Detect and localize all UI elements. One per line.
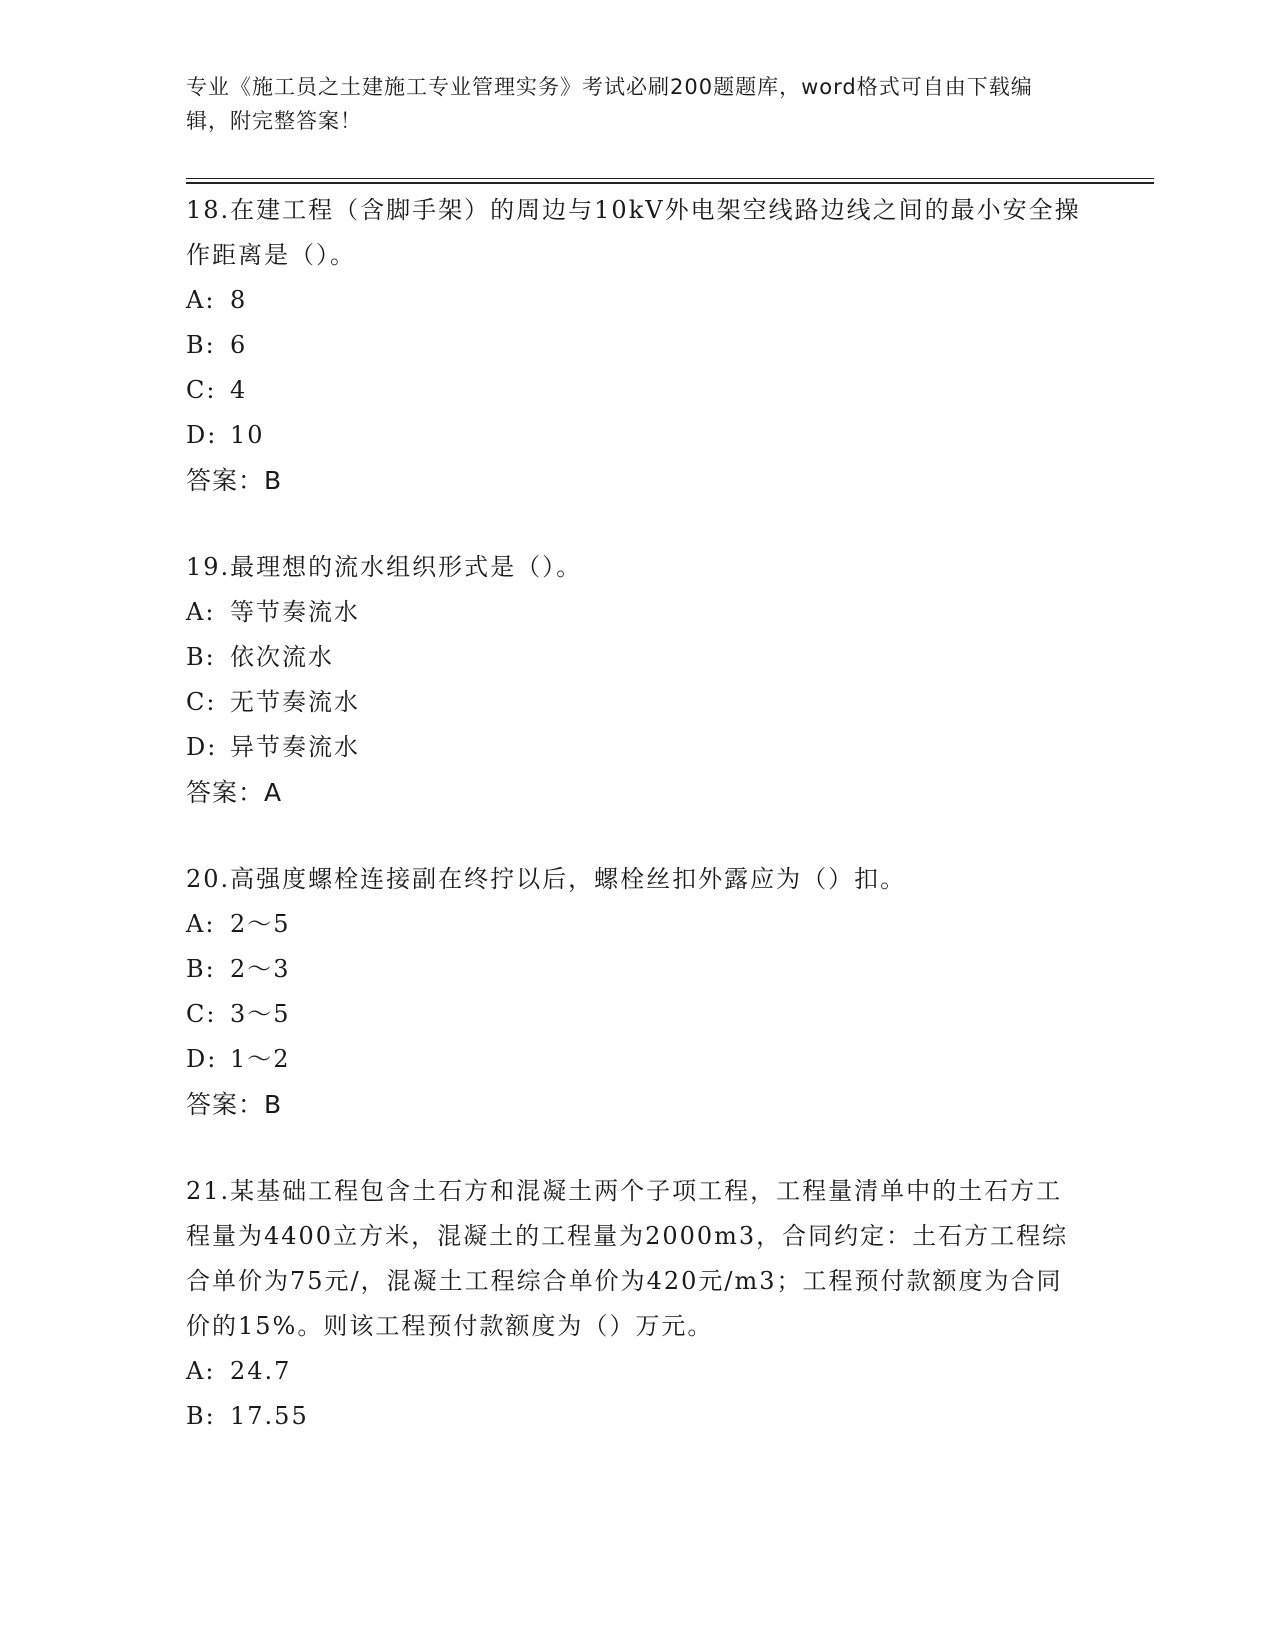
option-value: 2～3 [230,955,291,983]
option-b [186,947,1086,992]
option-d [186,413,1086,458]
question-20 [186,857,1086,1127]
option-key: B: [186,1402,216,1430]
option-c [186,680,1086,725]
option-value: 2～5 [230,910,291,938]
option-key: B: [186,643,216,671]
answer-label: 答案：A [186,778,283,807]
option-key: A: [186,1357,216,1385]
option-c [186,368,1086,413]
option-key: C: [186,1000,217,1028]
document-header: 专业《施工员之土建施工专业管理实务》考试必刷200题题库，word格式可自由下载编辑，附完整答案！ [186,75,1033,133]
option-d [186,1037,1086,1082]
option-value: 24.7 [230,1357,292,1385]
option-value: 无节奏流水 [230,688,360,716]
question-21 [186,1169,1086,1439]
question-18 [186,188,1086,503]
option-value: 17.55 [230,1402,309,1430]
option-key: A: [186,910,216,938]
option-a [186,902,1086,947]
option-key: A: [186,598,216,626]
option-b [186,323,1086,368]
option-key: B: [186,955,216,983]
answer-label: 答案：B [186,466,283,495]
option-d [186,725,1086,770]
header-divider-thick [186,182,1154,184]
option-value: 4 [230,376,248,404]
question-text: 19.最理想的流水组织形式是（）。 [186,553,583,581]
header-divider-thin [186,178,1154,179]
option-key: A: [186,286,216,314]
answer-label: 答案：B [186,1090,283,1119]
option-key: D: [186,1045,218,1073]
question-text: 21.某基础工程包含土石方和混凝土两个子项工程，工程量清单中的土石方工程量为4400立方米，混凝土的工程量为2000m3，合同约定：土石方工程综合单价为75元/，混凝土工程综合单价为420元/m3；工程预付款额度为合同价的15%。则该工程预付款额度为（）万元。 [186,1177,1069,1340]
option-key: B: [186,331,216,359]
option-c [186,992,1086,1037]
option-key: D: [186,733,218,761]
option-value: 10 [230,421,265,449]
option-value: 等节奏流水 [230,598,360,626]
option-key: D: [186,421,218,449]
option-key: C: [186,688,217,716]
option-value: 1～2 [230,1045,291,1073]
option-a [186,590,1086,635]
question-text: 18.在建工程（含脚手架）的周边与10kV外电架空线路边线之间的最小安全操作距离是（）。 [186,196,1081,269]
question-text: 20.高强度螺栓连接副在终拧以后，螺栓丝扣外露应为（）扣。 [186,865,907,893]
option-value: 异节奏流水 [230,733,360,761]
option-a [186,278,1086,323]
question-19 [186,545,1086,815]
option-b [186,1394,1086,1439]
option-b [186,635,1086,680]
option-value: 6 [230,331,248,359]
option-value: 依次流水 [230,643,334,671]
option-key: C: [186,376,217,404]
option-a [186,1349,1086,1394]
option-value: 8 [230,286,248,314]
option-value: 3～5 [230,1000,291,1028]
question-list [186,188,1086,1481]
